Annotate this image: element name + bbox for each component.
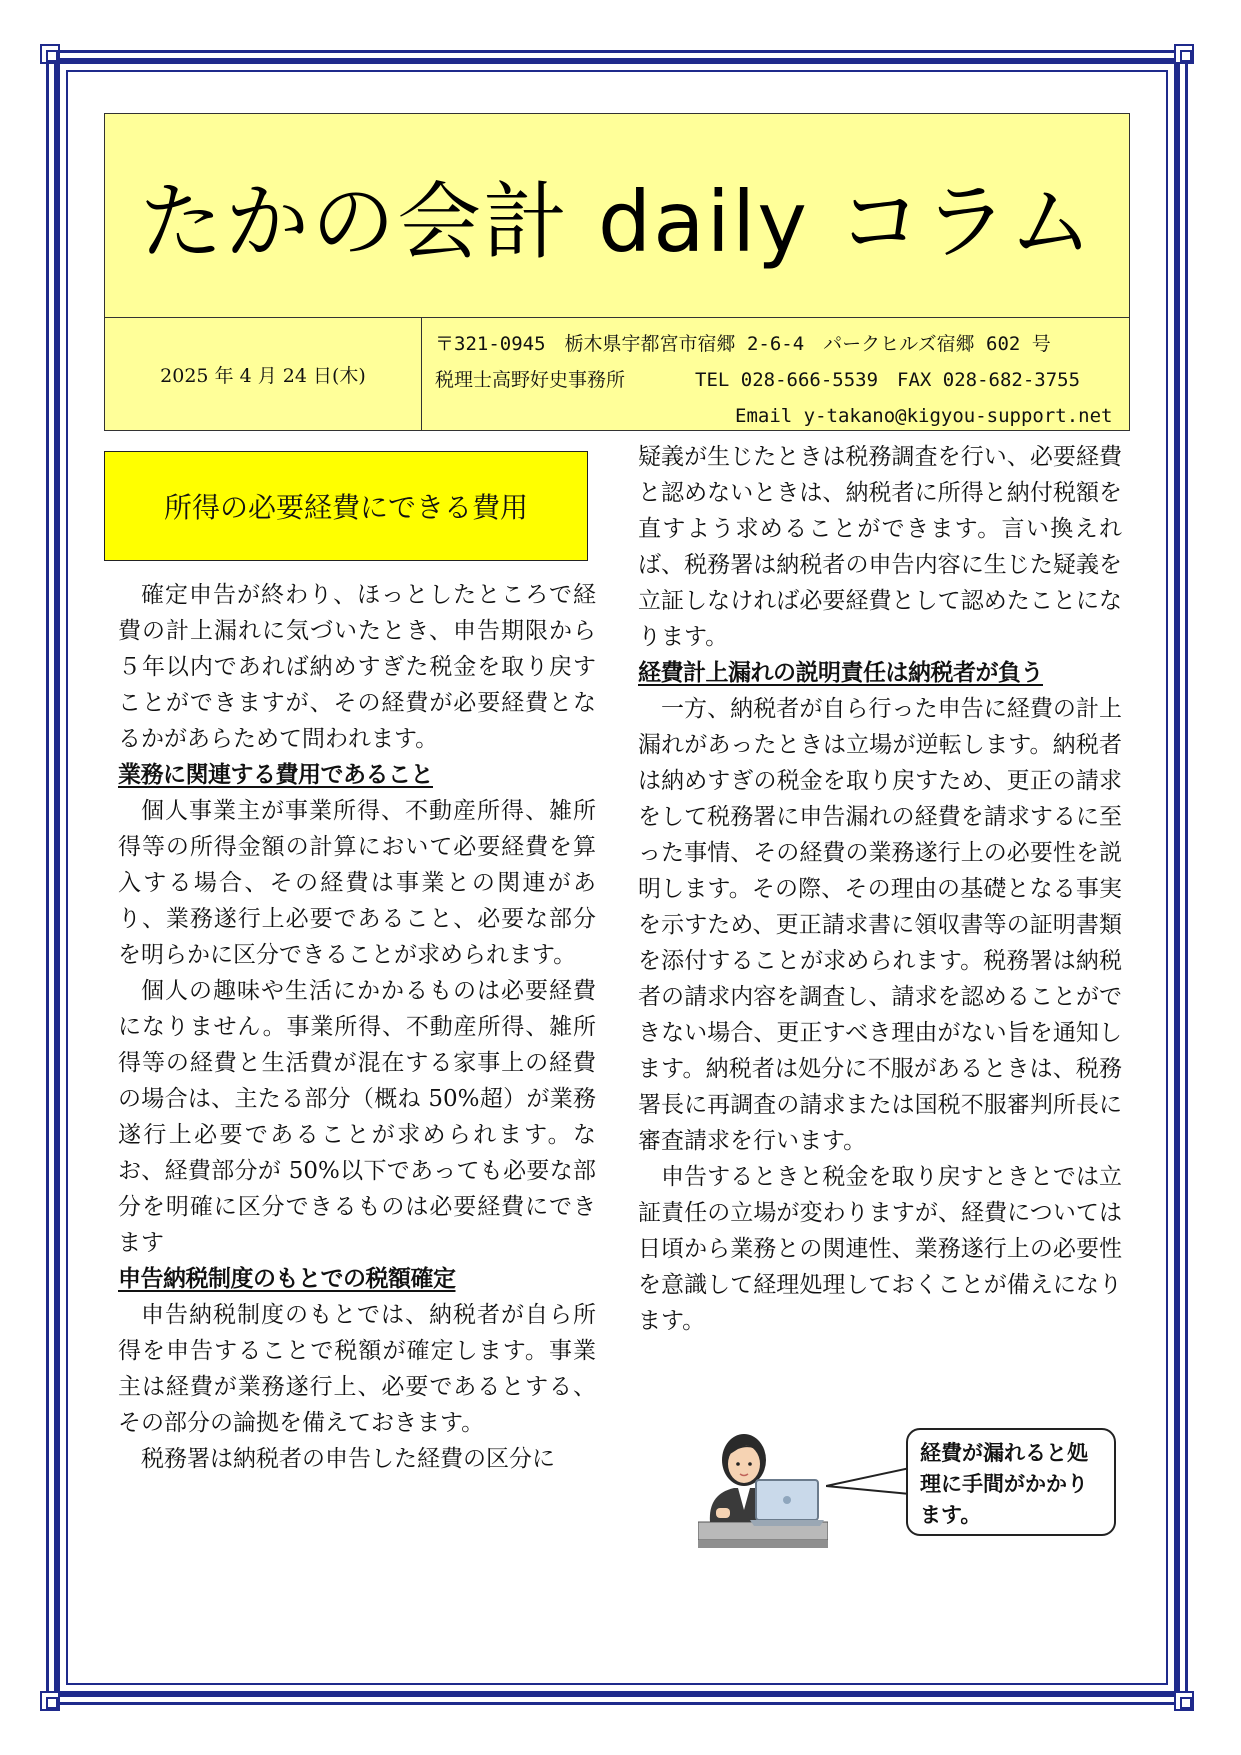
speech-bubble-text: 経費が漏れると処理に手間がかかります。	[920, 1441, 1088, 1527]
continued-paragraph: 疑義が生じたときは税務調査を行い、必要経費と認めないときは、納税者に所得と納付税額を直すよう求めることができます。言い換えれば、税務署は納税者の申告内容に生じた疑義を立証しなければ必要経費として認めたことになります。	[638, 444, 1122, 650]
office-contact	[435, 326, 1113, 434]
frame-corner-top-right	[1174, 44, 1194, 64]
section-heading-business-related: 業務に関連する費用であること	[118, 762, 433, 788]
phone-fax: TEL 028-666-5539 FAX 028-682-3755	[695, 369, 1081, 391]
section1-paragraph-1: 個人事業主が事業所得、不動産所得、雑所得等の所得金額の計算において必要経費を算入する場合、その経費は事業との関連があり、業務遂行上必要であること、必要な部分を明らかに区分できることが求められます。	[118, 798, 596, 968]
postal-address: 〒321-0945 栃木県宇都宮市宿郷 2-6-4 パークヒルズ宿郷 602 号	[435, 333, 1051, 355]
right-column	[638, 439, 1122, 1339]
speech-bubble	[906, 1428, 1116, 1536]
topic-box	[104, 451, 588, 561]
header-title-box	[104, 113, 1130, 318]
office-line	[435, 362, 1113, 398]
section3-paragraph-1: 一方、納税者が自ら行った申告に経費の計上漏れがあったときは立場が逆転します。納税者は納めすぎの税金を取り戻すため、更正の請求をして税務署に申告漏れの経費を請求するに至った事情、その経費の業務遂行上の必要性を説明します。その際、その理由の基礎となる事実を示すため、更正請求書に領収書等の証明書類を添付することが求められます。税務署は納税者の請求内容を調査し、請求を認めることができない場合、更正すべき理由がない旨を通知します。納税者は処分に不服があるときは、税務署長に再調査の請求または国税不服審判所長に審査請求を行います。	[638, 696, 1123, 1154]
frame-corner-top-left	[40, 44, 60, 64]
section3-paragraph-2: 申告するときと税金を取り戻すときとでは立証責任の立場が変わりますが、経費については日頃から業務との関連性、業務遂行上の必要性を意識して経理処理しておくことが備えになります。	[638, 1164, 1122, 1334]
frame-corner-bottom-right	[1174, 1691, 1194, 1711]
issue-date: 2025 年 4 月 24 日(木)	[105, 318, 422, 430]
section-heading-self-assessment: 申告納税制度のもとでの税額確定	[118, 1266, 456, 1292]
intro-paragraph: 確定申告が終わり、ほっとしたところで経費の計上漏れに気づいたとき、申告期限から５年以内であれば納めすぎた税金を取り戻すことができますが、その経費が必要経費となるかがあらためて問われます。	[118, 582, 596, 752]
topic-title: 所得の必要経費にできる費用	[163, 491, 528, 524]
section2-paragraph-2: 税務署は納税者の申告した経費の区分に	[141, 1446, 555, 1472]
frame-corner-bottom-left	[40, 1691, 60, 1711]
email-address[interactable]: Email y-takano@kigyou-support.net	[735, 405, 1113, 427]
section2-paragraph-1: 申告納税制度のもとでは、納税者が自ら所得を申告することで税額が確定します。事業主は経費が業務遂行上、必要であるとする、その部分の論拠を備えておきます。	[118, 1302, 596, 1436]
section1-paragraph-2: 個人の趣味や生活にかかるものは必要経費になりません。事業所得、不動産所得、雑所得等の経費と生活費が混在する家事上の経費の場合は、主たる部分（概ね 50%超）が業務遂行上必要であることが求められます。なお、経費部分が 50%以下であっても必要な部分を明確に区分できるものは必要経費にできます	[118, 978, 596, 1256]
left-column	[118, 577, 596, 1477]
newsletter-title: たかの会計 daily コラム	[139, 173, 1095, 271]
woman-laptop-illustration	[698, 1422, 828, 1552]
header-info-box	[104, 317, 1130, 431]
section-heading-burden-of-proof: 経費計上漏れの説明責任は納税者が負う	[638, 660, 1043, 686]
office-name: 税理士高野好史事務所	[435, 369, 626, 391]
speech-bubble-tail	[826, 1460, 910, 1504]
